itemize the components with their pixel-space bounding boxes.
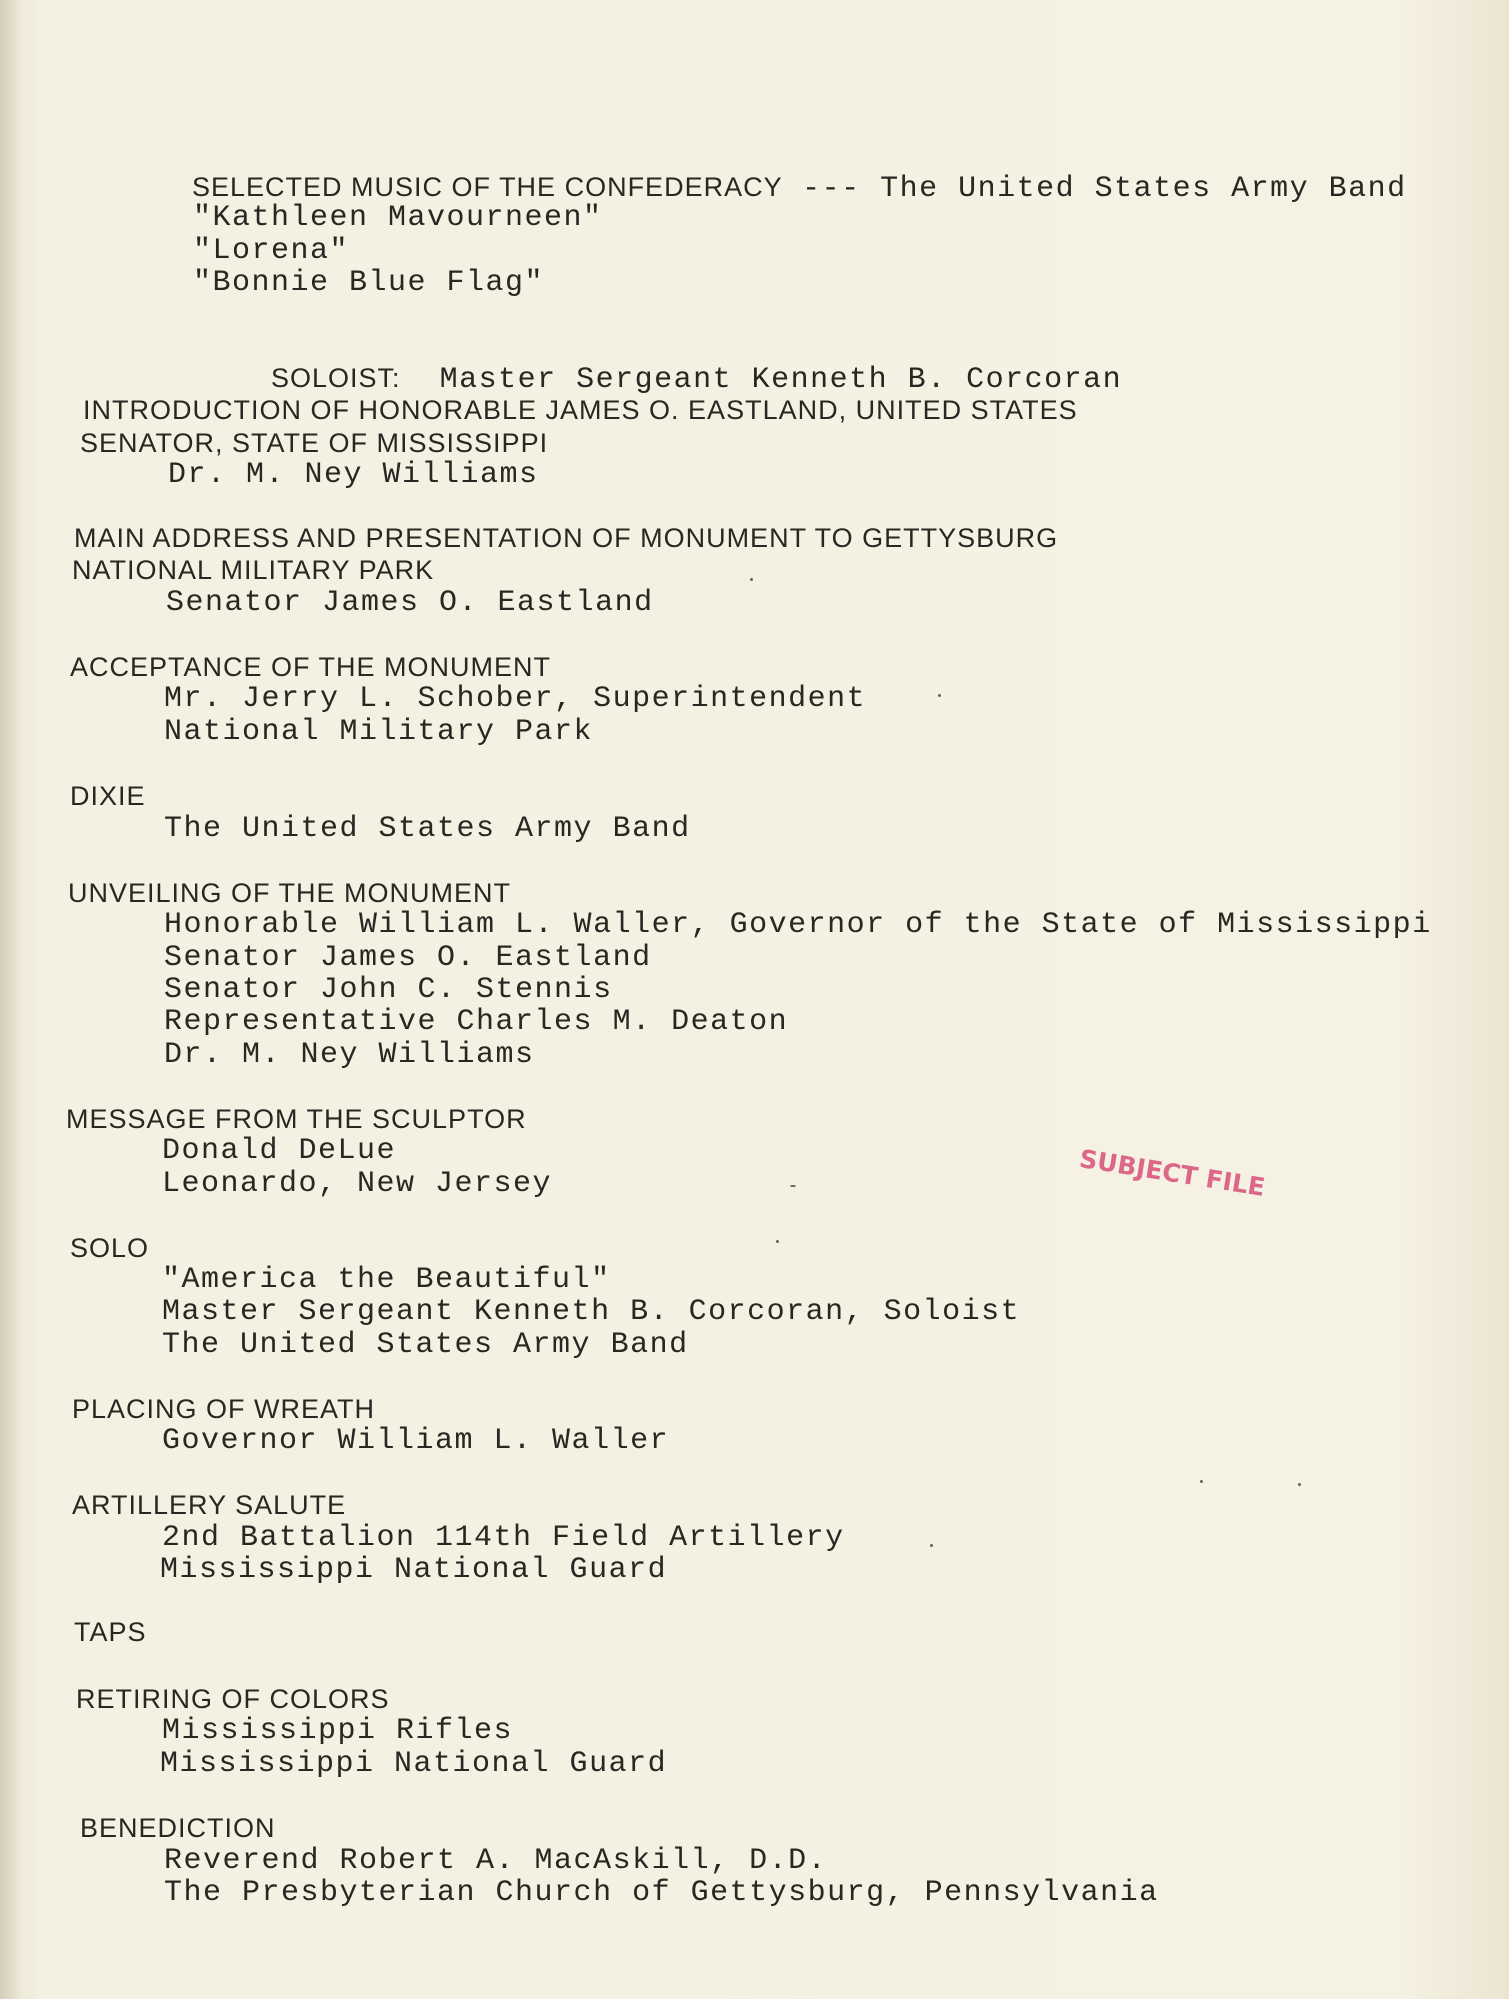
song-title: "Lorena" [193,234,350,268]
section-line: Governor William L. Waller [162,1424,670,1458]
section-line: Dr. M. Ney Williams [168,458,539,492]
section-line: Mississippi National Guard [160,1553,668,1587]
music-heading-rest: --- The United States Army Band [782,172,1407,206]
section-title: UNVEILING OF THE MONUMENT [68,878,512,908]
section-title: PLACING OF WREATH [72,1394,376,1424]
paper-speck [790,1185,796,1187]
section-line: "America the Beautiful" [162,1263,611,1297]
song-title: "Bonnie Blue Flag" [193,266,545,300]
section-title: TAPS [74,1617,147,1647]
section-line: Leonardo, New Jersey [162,1167,553,1201]
section-title: INTRODUCTION OF HONORABLE JAMES O. EASTLAND, UNITED STATES [83,395,1078,425]
soloist-label: SOLOIST: [271,363,401,393]
section-line: Donald DeLue [162,1134,397,1168]
paper-speck [930,1544,933,1547]
section-line: Senator John C. Stennis [164,973,613,1007]
soloist-name: Master Sergeant Kenneth B. Corcoran [439,363,1123,397]
section-line: Senator James O. Eastland [164,941,652,975]
paper-speck [1200,1480,1203,1483]
subject-file-stamp: SUBJECT FILE [1077,1144,1267,1202]
paper-speck [1298,1483,1301,1486]
page-edge-shadow [0,0,22,1999]
section-title: BENEDICTION [80,1813,276,1843]
section-line: The United States Army Band [162,1328,689,1362]
section-line: Reverend Robert A. MacAskill, D.D. [164,1844,828,1878]
music-heading-caps: SELECTED MUSIC OF THE CONFEDERACY [192,172,783,202]
section-title: NATIONAL MILITARY PARK [72,555,435,585]
paper-speck [750,578,753,581]
song-title: "Kathleen Mavourneen" [193,201,603,235]
section-line: 2nd Battalion 114th Field Artillery [162,1521,845,1555]
section-title: ACCEPTANCE OF THE MONUMENT [70,652,552,682]
paper-speck [776,1240,779,1243]
section-title: RETIRING OF COLORS [76,1684,390,1714]
section-title: SENATOR, STATE OF MISSISSIPPI [80,428,549,458]
section-line: The Presbyterian Church of Gettysburg, Pennsylvania [164,1876,1159,1910]
section-line: National Military Park [164,715,594,749]
section-line: Representative Charles M. Deaton [164,1005,789,1039]
section-line: Honorable William L. Waller, Governor of the State of Mississippi [164,908,1432,942]
section-line: Dr. M. Ney Williams [164,1038,535,1072]
paper-speck [938,694,941,697]
section-line: Mississippi National Guard [160,1747,668,1781]
section-title: MESSAGE FROM THE SCULPTOR [66,1104,527,1134]
section-line: The United States Army Band [164,812,691,846]
section-title: MAIN ADDRESS AND PRESENTATION OF MONUMENT TO GETTYSBURG [74,523,1059,553]
section-line: Master Sergeant Kenneth B. Corcoran, Soloist [162,1295,1021,1329]
section-title: SOLO [70,1233,150,1263]
section-line: Senator James O. Eastland [166,586,654,620]
section-title: DIXIE [70,781,146,811]
section-line: Mr. Jerry L. Schober, Superintendent [164,682,867,716]
section-line: Mississippi Rifles [162,1714,514,1748]
section-title: ARTILLERY SALUTE [72,1490,347,1520]
